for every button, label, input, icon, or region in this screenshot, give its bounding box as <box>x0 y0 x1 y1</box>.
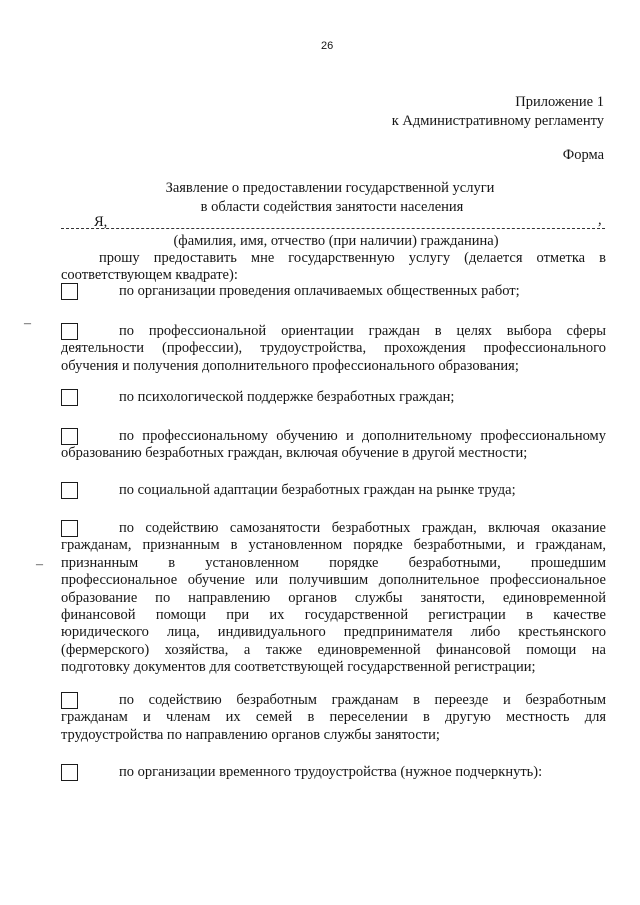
regulation-label: к Административному регламенту <box>391 113 604 129</box>
checkbox-social-adaptation[interactable] <box>61 482 78 499</box>
checkbox-psychological-support[interactable] <box>61 389 78 406</box>
title-line-1: Заявление о предоставлении государственной услуги <box>165 180 495 196</box>
service-item-public-works: по организации проведения оплачиваемых общественных работ; <box>119 283 520 299</box>
service-item-self-employment: по содействию самозанятости безработных граждан, включая оказание гражданам, признанным в установленном порядке безработными, и гражданам, признанным в установленном порядке безработными, прошедшим профессиональное обучение или получившим дополнительное профессиональное образование по направлению органов службы занятости, единовременной финансовой помощи при их государственной регистрации в качестве юридического лица, индивидуального предпринимателя либо крестьянского (фермерского) хозяйства, а также единовременной финансовой помощи на подготовку документов для соответствующей государственной регистрации; <box>61 520 606 676</box>
page-number: 26 <box>321 40 334 52</box>
service-item-relocation: по содействию безработным гражданам в переезде и безработным гражданам и членам их семей в переселении в другую местность для трудоустройства по направлению органов службы занятости; <box>61 692 606 743</box>
applicant-prefix: Я, <box>94 214 108 230</box>
appendix-label: Приложение 1 <box>515 94 604 110</box>
service-item-temporary-employment: по организации временного трудоустройства (нужное подчеркнуть): <box>119 764 543 780</box>
service-item-career-guidance: по профессиональной ориентации граждан в целях выбора сферы деятельности (профессии), трудоустройства, прохождения профессионального обучения и получения дополнительного профессионального образования; <box>61 323 606 374</box>
checkbox-public-works[interactable] <box>61 283 78 300</box>
margin-mark: – <box>24 316 31 331</box>
applicant-caption: (фамилия, имя, отчество (при наличии) гражданина) <box>173 233 499 249</box>
service-item-psychological-support: по психологической поддержке безработных граждан; <box>119 389 455 405</box>
service-item-social-adaptation: по социальной адаптации безработных граждан на рынке труда; <box>119 482 516 498</box>
service-item-vocational-training: по профессиональному обучению и дополнительному профессиональному образованию безработных граждан, включая обучение в другой местности; <box>61 428 606 462</box>
applicant-comma: , <box>598 212 602 228</box>
checkbox-temporary-employment[interactable] <box>61 764 78 781</box>
title-line-2: в области содействия занятости населения <box>200 199 464 215</box>
intro-text <box>61 250 606 285</box>
applicant-name-field[interactable] <box>61 228 605 229</box>
margin-mark: – <box>36 557 43 572</box>
form-label: Форма <box>562 147 604 163</box>
intro-line-2: соответствующем квадрате): <box>61 267 238 284</box>
intro-line-1: прошу предоставить мне государственную услугу (делается отметка в <box>99 250 606 266</box>
